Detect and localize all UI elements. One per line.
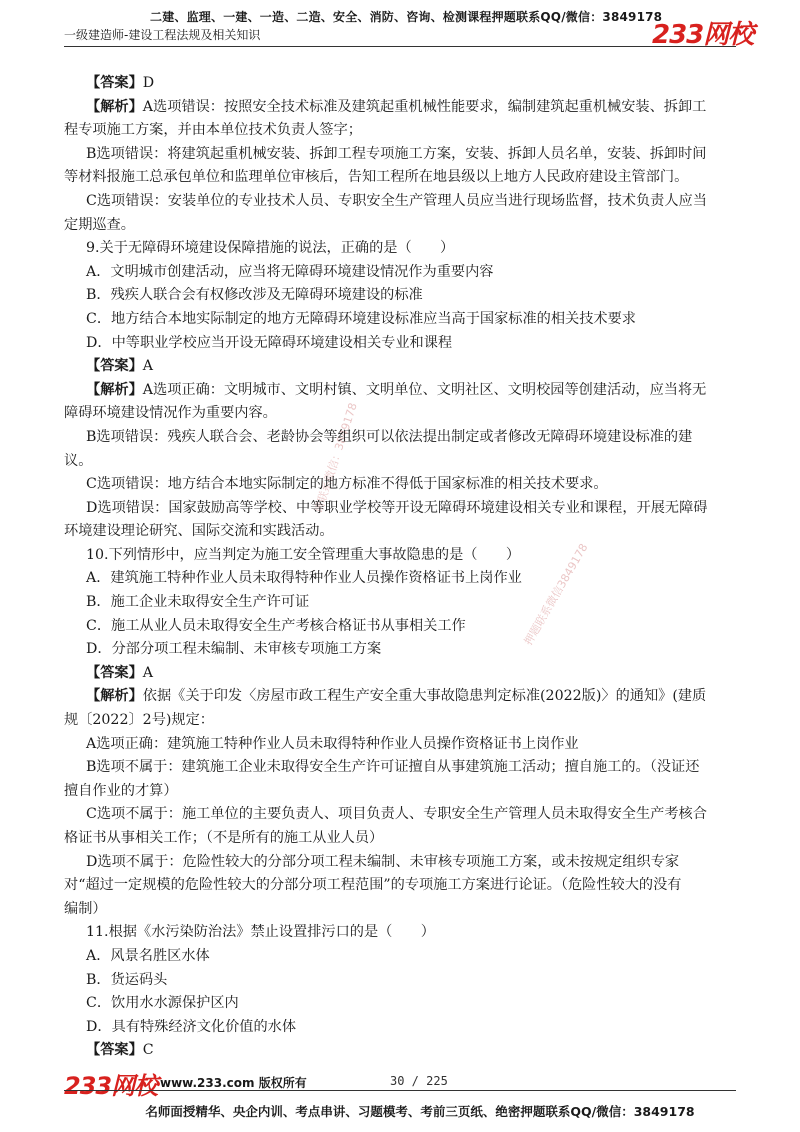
explanation-line: 【解析】A选项错误：按照安全技术标准及建筑起重机械性能要求，编制建筑起重机械安装、拆卸工 xyxy=(86,98,707,115)
explanation-line: D选项错误：国家鼓励高等学校、中等职业学校等开设无障碍环境建设相关专业和课程，开展无障碍 xyxy=(86,499,708,516)
page-number: 30 / 225 xyxy=(390,1074,448,1088)
option-line: C．施工从业人员未取得安全生产考核合格证书从事相关工作 xyxy=(86,617,466,634)
option-line: B．残疾人联合会有权修改涉及无障碍环境建设的标准 xyxy=(86,287,423,304)
explanation-line: 程专项施工方案，并由本单位技术负责人签字； xyxy=(64,122,362,139)
explanation-line: 格证书从事相关工作；（不是所有的施工从业人员） xyxy=(64,830,384,846)
explanation-line: B选项错误：残疾人联合会、老龄协会等组织可以依法提出制定或者修改无障碍环境建设标准的建 xyxy=(86,428,693,445)
option-line: C．饮用水水源保护区内 xyxy=(86,995,239,1012)
header-divider xyxy=(64,46,736,47)
section-marker: 【答案】 xyxy=(86,1042,143,1059)
explanation-line: B选项错误：将建筑起重机械安装、拆卸工程专项施工方案，安装、拆卸人员名单，安装、拆卸时间 xyxy=(86,145,707,162)
explanation-line: 【解析】依据《关于印发〈房屋市政工程生产安全重大事故隐患判定标准(2022版)〉的通知》(建质 xyxy=(86,688,707,705)
explanation-line: C选项错误：安装单位的专业技术人员、专职安全生产管理人员应当进行现场监督，技术负责人应当 xyxy=(86,192,707,209)
explanation-line: 议。 xyxy=(64,452,93,469)
explanation-line: 环境建设理论研究、国际交流和实践活动。 xyxy=(64,523,334,540)
answer-line: 【答案】C xyxy=(86,1042,154,1059)
explanation-line: 规〔2022〕2号)规定： xyxy=(64,712,214,729)
header-subtitle: 一级建造师-建设工程法规及相关知识 xyxy=(64,28,261,42)
answer-line: 【答案】A xyxy=(86,664,154,681)
section-marker: 【答案】 xyxy=(86,664,143,681)
footer-logo: 233网校 xyxy=(64,1072,158,1100)
option-line: A．风景名胜区水体 xyxy=(86,947,210,964)
header-contact-line: 二建、监理、一建、一造、二造、安全、消防、咨询、检测课程押题联系QQ/微信：3849178 xyxy=(150,10,663,24)
footer-copyright: www.233.com 版权所有 xyxy=(160,1076,307,1090)
document-body xyxy=(64,72,740,1063)
option-line: C．地方结合本地实际制定的地方无障碍环境建设标准应当高于国家标准的相关技术要求 xyxy=(86,310,636,327)
header-logo: 233网校 xyxy=(652,20,754,50)
explanation-line: 【解析】A选项正确：文明城市、文明村镇、文明单位、文明社区、文明校园等创建活动，应当将无 xyxy=(86,381,707,398)
explanation-line: A选项正确：建筑施工特种作业人员未取得特种作业人员操作资格证书上岗作业 xyxy=(86,735,579,752)
question-9: 9.关于无障碍环境建设保障措施的说法，正确的是（ ） xyxy=(86,240,455,257)
question-10: 10.下列情形中，应当判定为施工安全管理重大事故隐患的是（ ） xyxy=(86,546,521,563)
explanation-line: 障碍环境建设情况作为重要内容。 xyxy=(64,405,277,422)
explanation-line: D选项不属于：危险性较大的分部分项工程未编制、未审核专项施工方案，或未按规定组织专家 xyxy=(86,853,680,870)
option-line: B．货运码头 xyxy=(86,971,168,988)
answer-line: 【答案】D xyxy=(86,75,155,91)
option-line: B．施工企业未取得安全生产许可证 xyxy=(86,594,310,611)
option-line: D．分部分项工程未编制、未审核专项施工方案 xyxy=(86,641,382,658)
answer-line: 【答案】A xyxy=(86,358,154,375)
explanation-line: 擅自作业的才算） xyxy=(64,782,178,799)
section-marker: 【答案】 xyxy=(86,75,143,91)
section-marker: 【解析】 xyxy=(86,98,143,115)
explanation-line: 定期巡查。 xyxy=(64,216,135,233)
explanation-line: 编制） xyxy=(64,900,107,917)
option-line: A．文明城市创建活动，应当将无障碍环境建设情况作为重要内容 xyxy=(86,263,494,280)
section-marker: 【答案】 xyxy=(86,358,143,375)
section-marker: 【解析】 xyxy=(86,688,143,705)
option-line: D．具有特殊经济文化价值的水体 xyxy=(86,1018,297,1035)
watermark-diagonal: 请联系微信：3849178 xyxy=(311,401,360,515)
section-marker: 【解析】 xyxy=(86,381,143,398)
explanation-line: 对“超过一定规模的危险性较大的分部分项工程范围”的专项施工方案进行论证。（危险性较大的没有 xyxy=(64,877,682,894)
footer-contact-line: 名师面授精华、央企内训、考点串讲、习题模考、考前三页纸、绝密押题联系QQ/微信：3849178 xyxy=(145,1104,695,1119)
footer-divider xyxy=(64,1090,736,1091)
watermark-diagonal: 押题联系微信3849178 xyxy=(521,541,591,648)
explanation-line: C选项错误：地方结合本地实际制定的地方标准不得低于国家标准的相关技术要求。 xyxy=(86,476,608,493)
question-11: 11.根据《水污染防治法》禁止设置排污口的是（ ） xyxy=(86,924,435,941)
explanation-line: 等材料报施工总承包单位和监理单位审核后，告知工程所在地县级以上地方人民政府建设主管部门。 xyxy=(64,169,689,186)
option-line: A．建筑施工特种作业人员未取得特种作业人员操作资格证书上岗作业 xyxy=(86,570,522,587)
explanation-line: B选项不属于：建筑施工企业未取得安全生产许可证擅自从事建筑施工活动；擅自施工的。（没证还 xyxy=(86,759,700,776)
explanation-line: C选项不属于：施工单位的主要负责人、项目负责人、专职安全生产管理人员未取得安全生产考核合 xyxy=(86,806,707,823)
option-line: D．中等职业学校应当开设无障碍环境建设相关专业和课程 xyxy=(86,334,453,351)
